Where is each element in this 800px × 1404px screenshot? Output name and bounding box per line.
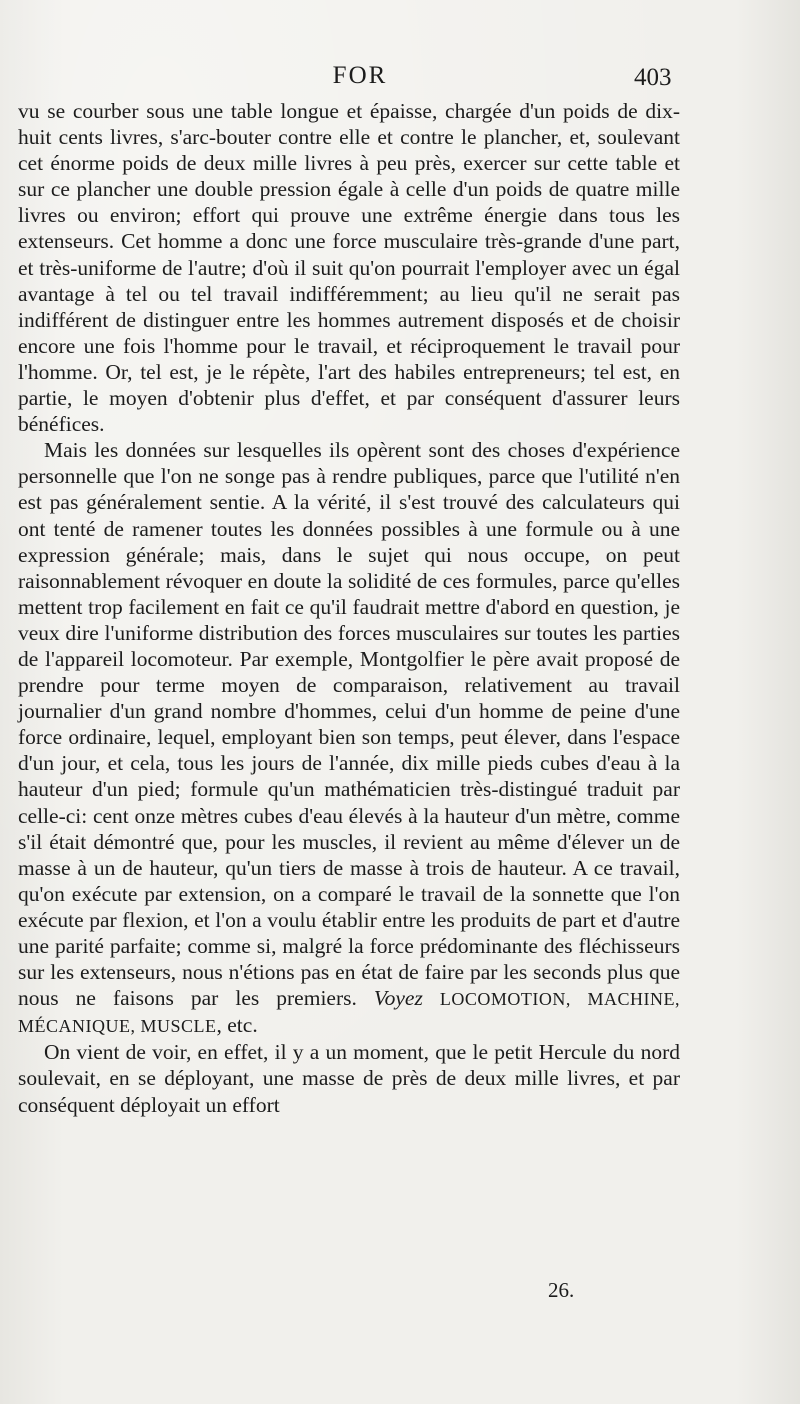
- paragraph-1: vu se courber sous une table longue et épaisse, chargée d'un poids de dix-huit cents livres, s'arc-bouter contre elle et contre le plancher, et, soulevant cet énorme poids de deux mille livres à peu près, exercer sur cette table et sur ce plancher une double pression égale à celle d'un poids de quatre mille livres ou environ; effort qui prouve une extrême énergie dans tous les extenseurs. Cet homme a donc une force musculaire très-grande d'une part, et très-uniforme de l'autre; d'où il suit qu'on pourrait l'employer avec un égal avantage à tel ou tel travail indifféremment; au lieu qu'il ne serait pas indifférent de distinguer entre les hommes autrement disposés et de choisir encore une fois l'homme pour le travail, et réciproquement le travail pour l'homme. Or, tel est, je le répète, l'art des habiles entrepreneurs; tel est, en partie, le moyen d'obtenir plus d'effet, et par conséquent d'assurer leurs bénéfices.: [18, 99, 680, 437]
- body-text: [18, 98, 680, 1118]
- running-head: FOR: [332, 62, 388, 89]
- paragraph-2: [18, 437, 680, 1039]
- page-number: 403: [634, 64, 672, 91]
- paragraph-2-text: Mais les données sur lesquelles ils opèrent sont des choses d'expérience personnelle que l'on ne songe pas à rendre publiques, parce que l'utilité n'en est pas généralement sentie. A la vérité, il s'est trouvé des calculateurs qui ont tenté de ramener toutes les données possibles à une formule ou à une expression générale; mais, dans le sujet qui nous occupe, on peut raisonnablement révoquer en doute la solidité de ces formules, parce qu'elles mettent trop facilement en fait ce qu'il faudrait mettre d'abord en question, je veux dire l'uniforme distribution des forces musculaires sur toutes les parties de l'appareil locomoteur. Par exemple, Montgolfier le père avait proposé de prendre pour terme moyen de comparaison, relativement au travail journalier d'un grand nombre d'hommes, celui d'un homme de peine d'une force ordinaire, lequel, employant bien son temps, peut élever, dans l'espace d'un jour, et cela, tous les jours de l'année, dix mille pieds cubes d'eau à la hauteur d'un pied; formule qu'un mathématicien très-distingué traduit par celle-ci: cent onze mètres cubes d'eau élevés à la hauteur d'un mètre, comme s'il était démontré que, pour les muscles, il revient au même d'élever un de masse à un de hauteur, qu'un tiers de masse à trois de hauteur. A ce travail, qu'on exécute par extension, on a comparé le travail de la sonnette que l'on exécute par flexion, et l'on a voulu établir entre les produits de part et d'autre une parité parfaite; comme si, malgré la force prédominante des fléchisseurs sur les extenseurs, nous n'étions pas en état de faire par les seconds plus que nous ne faisons par les premiers.: [18, 438, 680, 1011]
- signature-mark: 26.: [548, 1278, 575, 1302]
- paragraph-3: On vient de voir, en effet, il y a un moment, que le petit Hercule du nord soulevait, en se déployant, une masse de près de deux mille livres, et par conséquent déployait un effort: [18, 1040, 680, 1117]
- cross-reference-label: Voyez: [373, 986, 423, 1011]
- cross-reference-suffix: , etc.: [216, 1013, 258, 1038]
- cross-reference-terms: LOCOMOTION, MACHINE, MÉCANIQUE, MUSCLE: [18, 989, 681, 1037]
